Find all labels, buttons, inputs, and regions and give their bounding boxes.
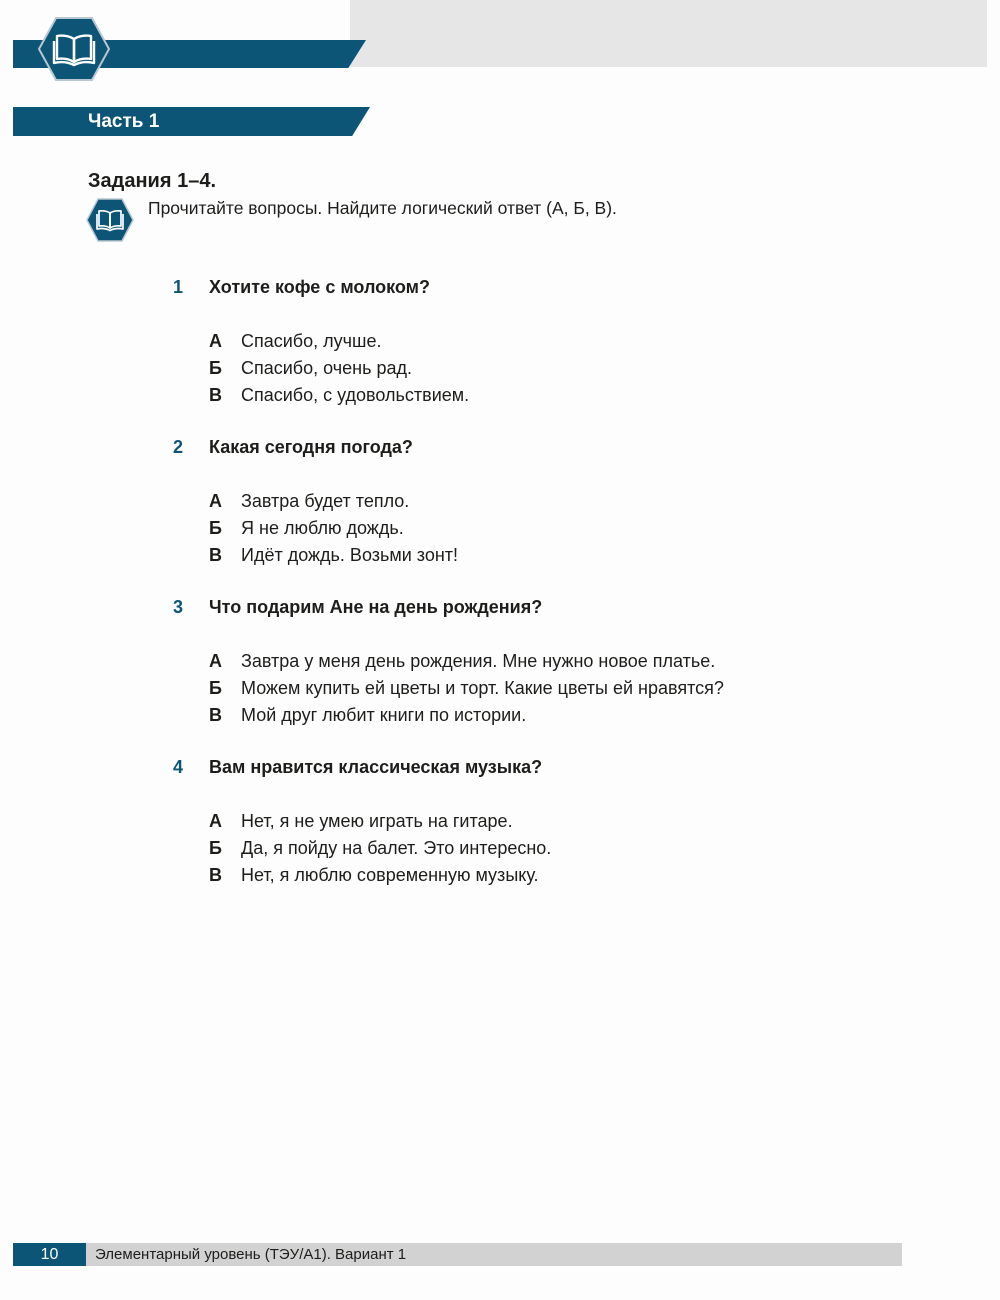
question-number: 1	[173, 277, 184, 297]
option-letter: В	[209, 545, 222, 565]
option-letter: А	[209, 811, 222, 831]
option-text: Завтра у меня день рождения. Мне нужно новое платье.	[241, 651, 716, 671]
option-text: Я не люблю дождь.	[241, 518, 404, 538]
question-text: Что подарим Ане на день рождения?	[209, 597, 543, 617]
option-text: Нет, я люблю современную музыку.	[241, 865, 539, 885]
option-text: Идёт дождь. Возьми зонт!	[241, 545, 459, 565]
option-text: Спасибо, очень рад.	[241, 358, 412, 378]
option-letter: Б	[209, 358, 222, 378]
option-text: Да, я пойду на балет. Это интересно.	[241, 838, 552, 858]
option-letter: В	[209, 385, 222, 405]
option-letter: В	[209, 865, 222, 885]
question-text: Хотите кофе с молоком?	[209, 277, 430, 297]
header-gray-band	[350, 0, 987, 67]
option-letter: Б	[209, 678, 222, 698]
option-text: Можем купить ей цветы и торт. Какие цветы ей нравятся?	[241, 678, 724, 698]
part-title: Часть 1	[88, 111, 160, 132]
footer-title: Элементарный уровень (ТЭУ/А1). Вариант 1	[95, 1246, 407, 1263]
option-letter: А	[209, 331, 222, 351]
option-text: Нет, я не умею играть на гитаре.	[241, 811, 513, 831]
question-number: 4	[173, 757, 184, 777]
question-number: 3	[173, 597, 184, 617]
option-letter: А	[209, 651, 222, 671]
option-letter: Б	[209, 838, 222, 858]
option-text: Завтра будет тепло.	[241, 491, 410, 511]
option-text: Спасибо, лучше.	[241, 331, 382, 351]
book-icon	[38, 17, 110, 81]
page-number: 10	[13, 1243, 86, 1266]
question-text: Какая сегодня погода?	[209, 437, 413, 457]
question-text: Вам нравится классическая музыка?	[209, 757, 543, 777]
book-icon	[86, 198, 134, 242]
task-title: Задания 1–4.	[88, 170, 216, 192]
part-title-band	[13, 107, 370, 136]
option-letter: А	[209, 491, 222, 511]
option-text: Мой друг любит книги по истории.	[241, 705, 527, 725]
option-text: Спасибо, с удовольствием.	[241, 385, 470, 405]
task-instruction: Прочитайте вопросы. Найдите логический ответ (А, Б, В).	[148, 198, 617, 218]
option-letter: В	[209, 705, 222, 725]
question-number: 2	[173, 437, 184, 457]
option-letter: Б	[209, 518, 222, 538]
